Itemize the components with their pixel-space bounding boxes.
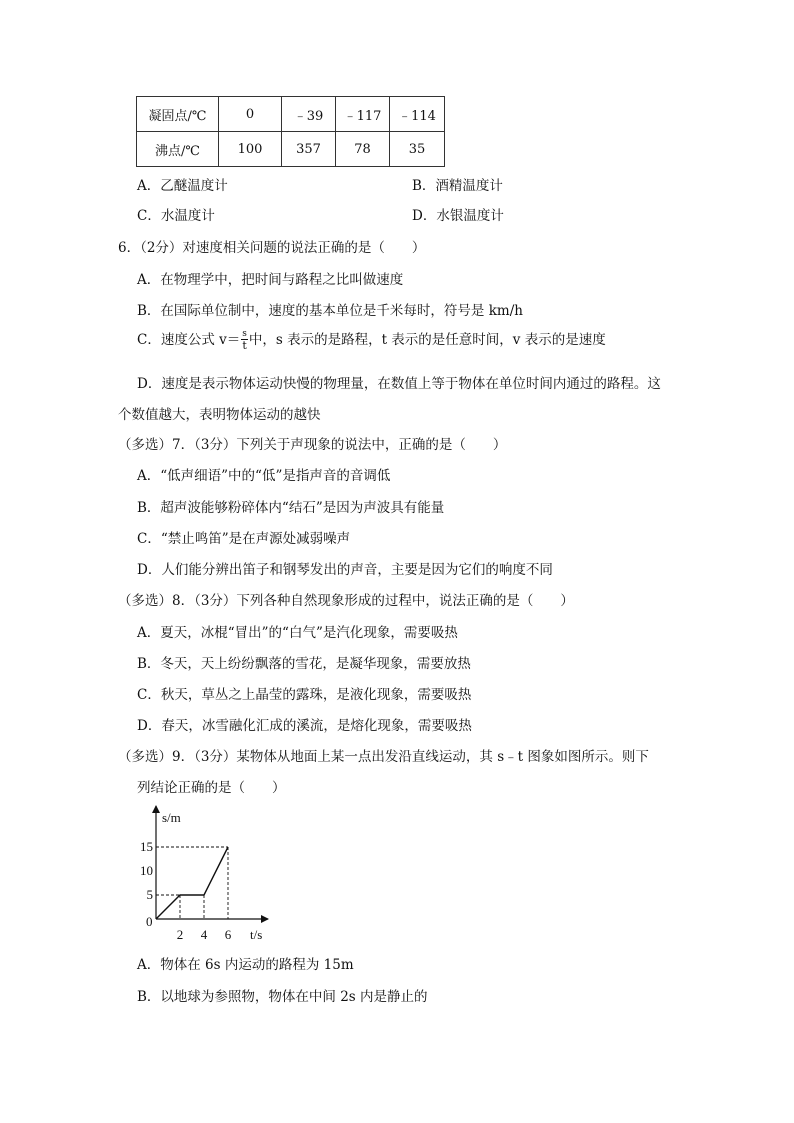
- q6-option-a: A．在物理学中，把时间与路程之比叫做速度: [137, 272, 404, 288]
- q9-option-b: B．以地球为参照物，物体在中间 2s 内是静止的: [137, 989, 428, 1005]
- row-label: 凝固点/℃: [137, 97, 219, 132]
- table-cell: ﹣114: [390, 97, 445, 132]
- q8-stem: （多选）8．（3分）下列各种自然现象形成的过程中，说法正确的是（ ）: [118, 593, 574, 609]
- x-axis-label: t/s: [250, 927, 263, 942]
- q8-option-b: B．冬天，天上纷纷飘落的雪花，是凝华现象，需要放热: [137, 656, 471, 672]
- q8-option-a: A．夏天，冰棍“冒出”的“白气”是汽化现象，需要吸热: [137, 625, 458, 641]
- series-line: [156, 847, 228, 919]
- q7-stem: （多选）7．（3分）下列关于声现象的说法中，正确的是（ ）: [118, 437, 507, 453]
- table-cell: ﹣117: [336, 97, 390, 132]
- q6-option-d-line2: 个数值越大，表明物体运动的越快: [118, 407, 321, 423]
- table-cell: 357: [282, 132, 336, 167]
- q5-option-d: D．水银温度计: [412, 208, 504, 224]
- q7-option-b: B．超声波能够粉碎体内“结石”是因为声波具有能量: [137, 500, 445, 516]
- table-cell: 78: [336, 132, 390, 167]
- q5-option-a: A．乙醚温度计: [137, 178, 228, 194]
- q9-stem-line2: 列结论正确的是（ ）: [137, 780, 286, 796]
- row-label: 沸点/℃: [137, 132, 219, 167]
- q6-option-c-prefix: C．速度公式 v＝: [137, 332, 241, 348]
- table-cell: 35: [390, 132, 445, 167]
- y-tick-label: 10: [140, 863, 153, 878]
- q6-option-b: B．在国际单位制中，速度的基本单位是千米每时，符号是 km/h: [137, 303, 523, 319]
- q8-option-d: D．春天，冰雪融化汇成的溪流，是熔化现象，需要吸热: [137, 718, 472, 734]
- q9-option-a: A．物体在 6s 内运动的路程为 15m: [137, 957, 354, 973]
- table-cell: 0: [219, 97, 282, 132]
- y-tick-label: 15: [140, 839, 153, 854]
- table-cell: 100: [219, 132, 282, 167]
- speed-formula-fraction: [241, 330, 248, 351]
- s-t-graph: [138, 800, 278, 945]
- y-tick-label: 5: [146, 887, 153, 902]
- table-row: [137, 132, 445, 167]
- q8-option-c: C．秋天，草丛之上晶莹的露珠，是液化现象，需要吸热: [137, 687, 472, 703]
- q6-stem: 6．（2分）对速度相关问题的说法正确的是（ ）: [118, 240, 426, 256]
- freezing-boiling-table: [136, 96, 445, 167]
- q9-stem-line1: （多选）9．（3分）某物体从地面上某一点出发沿直线运动，其 s﹣t 图象如图所示。则下: [118, 749, 649, 765]
- q5-option-c: C．水温度计: [137, 208, 215, 224]
- table-row: [137, 97, 445, 132]
- fraction-denominator: t: [242, 339, 247, 352]
- q6-option-d-line1: D．速度是表示物体运动快慢的物理量，在数值上等于物体在单位时间内通过的路程。这: [137, 376, 661, 392]
- origin-label: 0: [146, 914, 153, 929]
- fraction-numerator: s: [242, 329, 247, 339]
- q7-option-a: A．“低声细语”中的“低”是指声音的音调低: [137, 468, 391, 484]
- q5-option-b: B．酒精温度计: [412, 178, 503, 194]
- table-cell: ﹣39: [282, 97, 336, 132]
- x-tick-label: 6: [224, 927, 232, 942]
- q6-option-c-suffix: 中，s 表示的是路程，t 表示的是任意时间，v 表示的是速度: [248, 332, 606, 348]
- y-axis-label: s/m: [162, 810, 181, 825]
- q7-option-c: C．“禁止鸣笛”是在声源处减弱噪声: [137, 531, 351, 547]
- x-tick-label: 2: [176, 927, 184, 942]
- q7-option-d: D．人们能分辨出笛子和钢琴发出的声音，主要是因为它们的响度不同: [137, 562, 553, 578]
- x-tick-label: 4: [200, 927, 208, 942]
- q6-option-c: [137, 328, 606, 351]
